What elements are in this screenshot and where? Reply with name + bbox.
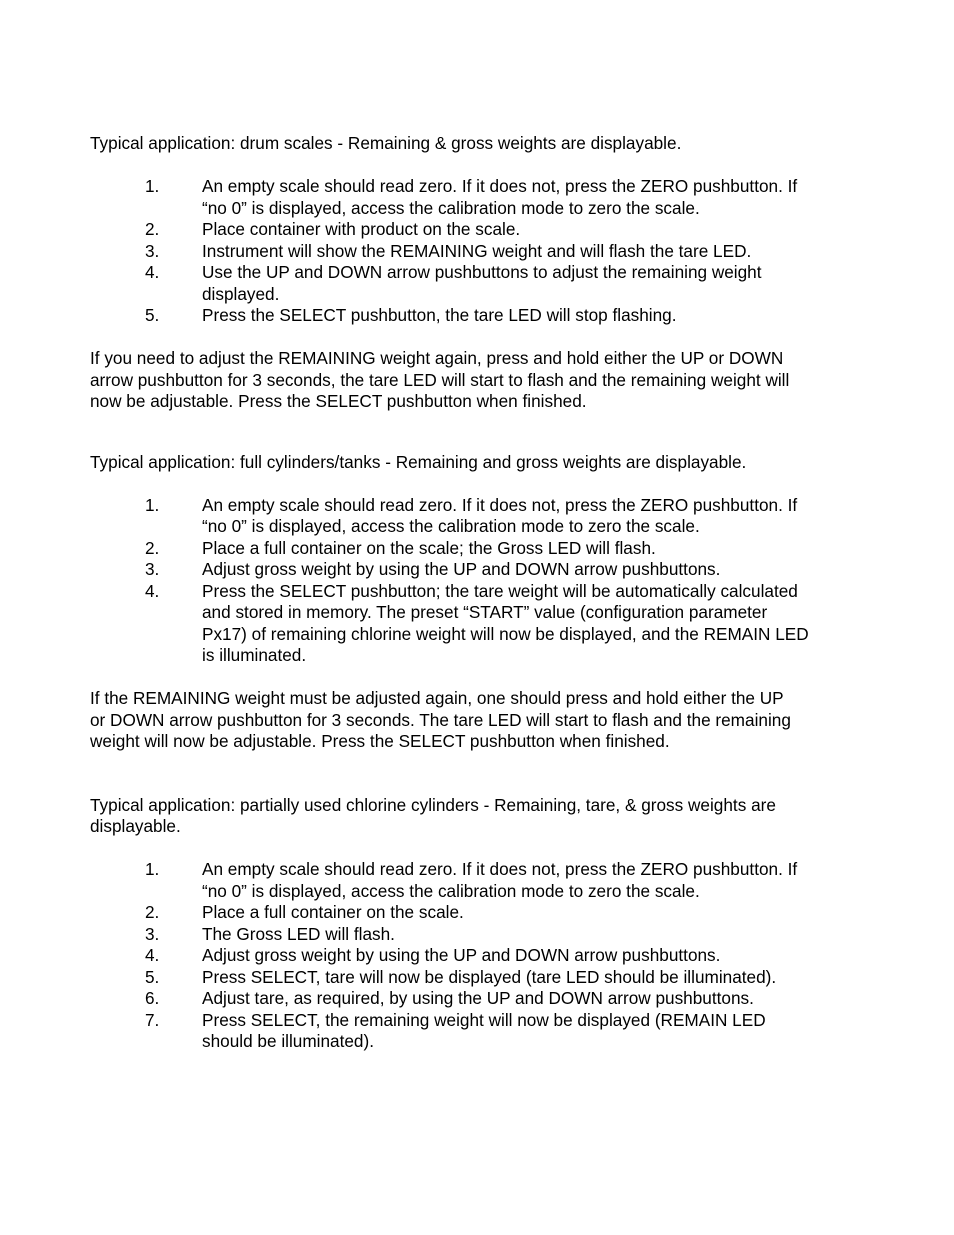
- step-text: Instrument will show the REMAINING weight and will flash the tare LED.: [202, 240, 752, 261]
- list-item: [90, 305, 870, 327]
- step-list: [90, 859, 870, 1053]
- list-item: [90, 241, 870, 263]
- step-text: Adjust tare, as required, by using the UP and DOWN arrow pushbuttons.: [202, 988, 754, 1008]
- step-number: 6.: [145, 988, 160, 1008]
- step-text: An empty scale should read zero. If it does not, press the ZERO pushbutton. If “no 0” is displayed, access the calibration mode to zero the scale.: [202, 176, 798, 218]
- step-text: Press SELECT, tare will now be displayed (tare LED should be illuminated).: [202, 966, 777, 987]
- step-number: 5.: [145, 305, 160, 325]
- section-partial-cylinders: [90, 795, 870, 1053]
- list-item: [90, 581, 870, 667]
- list-item: [90, 495, 870, 538]
- step-number: 3.: [145, 923, 160, 944]
- step-text: Press the SELECT pushbutton, the tare LED will stop flashing.: [202, 305, 677, 325]
- section-drum-scales: [90, 133, 870, 413]
- step-number: 1.: [145, 859, 160, 879]
- list-item: [90, 1010, 870, 1053]
- step-text: Place a full container on the scale.: [202, 902, 464, 922]
- list-item: [90, 262, 870, 305]
- step-text: An empty scale should read zero. If it does not, press the ZERO pushbutton. If “no 0” is displayed, access the calibration mode to zero the scale.: [202, 859, 798, 901]
- step-number: 4.: [145, 945, 160, 965]
- step-text: Place a full container on the scale; the Gross LED will flash.: [202, 537, 656, 558]
- step-number: 3.: [145, 559, 160, 579]
- section-note: If you need to adjust the REMAINING weight again, press and hold either the UP or DOWN arrow pushbutton for 3 seconds, the tare LED will start to flash and the remaining weight will now be adjustable. Press the SELECT pushbutton when finished.: [90, 348, 790, 411]
- step-number: 5.: [145, 966, 160, 987]
- list-item: [90, 559, 870, 581]
- step-number: 2.: [145, 537, 160, 558]
- section-intro: Typical application: drum scales - Remaining & gross weights are displayable.: [90, 133, 682, 153]
- step-number: 2.: [145, 219, 160, 239]
- step-number: 4.: [145, 580, 160, 601]
- list-item: [90, 219, 870, 241]
- step-number: 4.: [145, 262, 160, 282]
- list-item: [90, 859, 870, 902]
- section-note: If the REMAINING weight must be adjusted again, one should press and hold either the UP or DOWN arrow pushbutton for 3 seconds. The tare LED will start to flash and the remaining weight will now be adjustable. Press the SELECT pushbutton when finished.: [90, 688, 791, 751]
- section-intro: Typical application: partially used chlorine cylinders - Remaining, tare, & gross weights are displayable.: [90, 794, 776, 836]
- step-text: Press SELECT, the remaining weight will now be displayed (REMAIN LED should be illuminated).: [202, 1009, 766, 1051]
- step-number: 2.: [145, 902, 160, 922]
- step-text: Use the UP and DOWN arrow pushbuttons to adjust the remaining weight displayed.: [202, 262, 762, 304]
- step-text: Adjust gross weight by using the UP and DOWN arrow pushbuttons.: [202, 559, 721, 579]
- section-intro: Typical application: full cylinders/tanks - Remaining and gross weights are displayable.: [90, 451, 747, 472]
- step-number: 1.: [145, 176, 160, 196]
- list-item: [90, 176, 870, 219]
- step-text: The Gross LED will flash.: [202, 923, 395, 944]
- step-text: Adjust gross weight by using the UP and DOWN arrow pushbuttons.: [202, 945, 721, 965]
- step-number: 7.: [145, 1009, 160, 1030]
- step-text: Press the SELECT pushbutton; the tare weight will be automatically calculated and stored in memory. The preset “START” value (configuration parameter Px17) of remaining chlorine weight will now be displayed, and the REMAIN LED is illuminated.: [202, 580, 809, 665]
- list-item: [90, 538, 870, 560]
- step-text: Place container with product on the scale.: [202, 219, 521, 239]
- step-number: 1.: [145, 494, 160, 515]
- step-text: An empty scale should read zero. If it does not, press the ZERO pushbutton. If “no 0” is displayed, access the calibration mode to zero the scale.: [202, 494, 798, 536]
- list-item: [90, 902, 870, 924]
- list-item: [90, 988, 870, 1010]
- list-item: [90, 967, 870, 989]
- step-list: [90, 495, 870, 667]
- step-list: [90, 176, 870, 327]
- section-full-cylinders: [90, 452, 870, 753]
- document-page: [90, 133, 870, 1053]
- list-item: [90, 924, 870, 946]
- list-item: [90, 945, 870, 967]
- step-number: 3.: [145, 240, 160, 261]
